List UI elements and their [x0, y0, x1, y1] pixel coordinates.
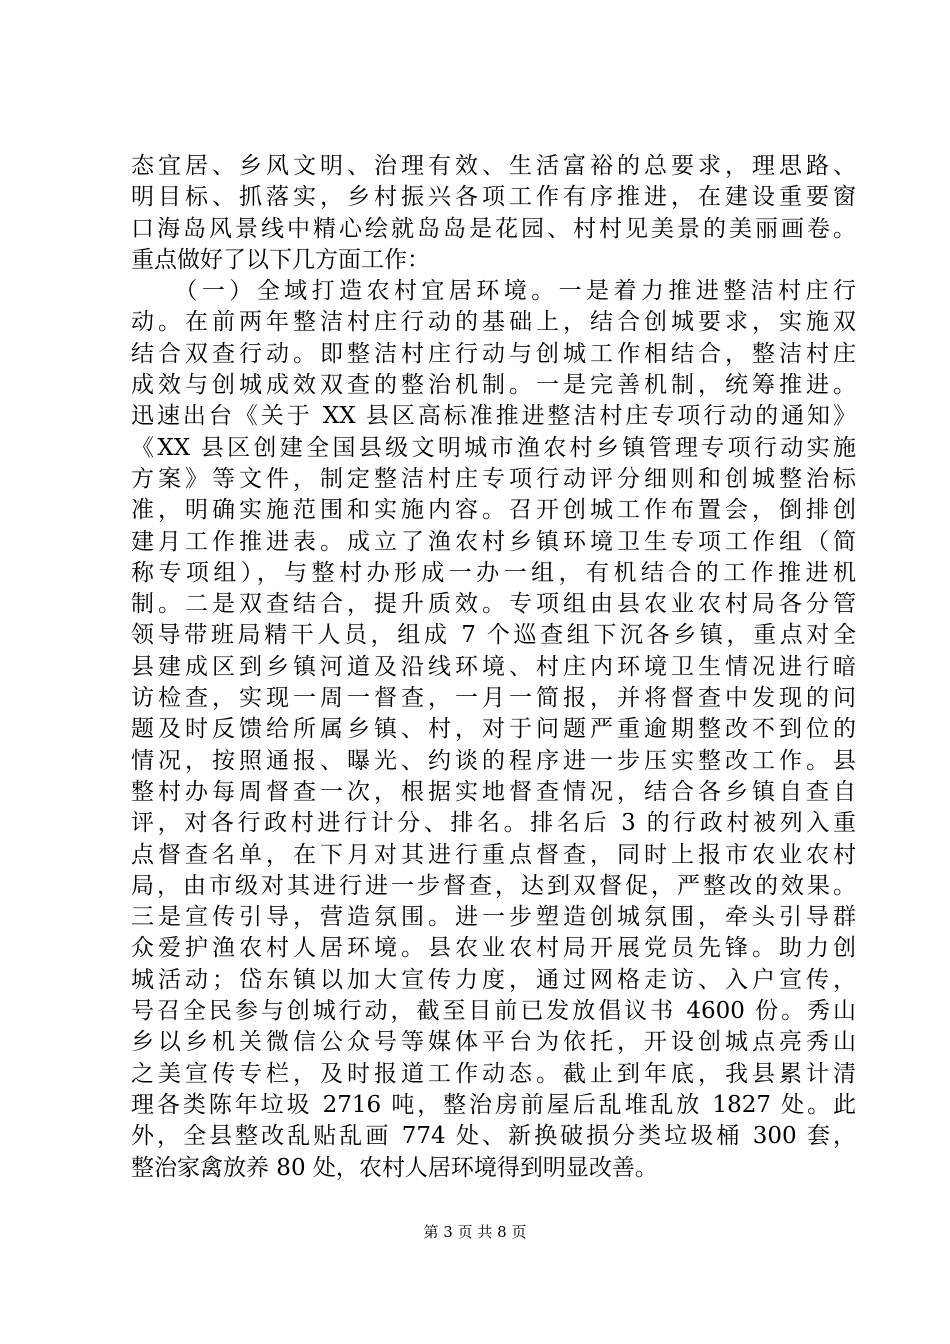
text-line: 明目标、抓落实，乡村振兴各项工作有序推进，在建设重要窗 [131, 184, 856, 211]
text-line: 制。二是双查结合，提升质效。专项组由县农业农村局各分管 [131, 591, 856, 618]
text-line: 评，对各行政村进行计分、排名。排名后 3 的行政村被列入重 [131, 810, 856, 837]
text-line: 理各类陈年垃圾 2716 吨，整治房前屋后乱堆乱放 1827 处。此 [131, 1091, 856, 1118]
text-line: 领导带班局精干人员，组成 7 个巡查组下沉各乡镇，重点对全 [131, 622, 856, 649]
text-line: 乡以乡机关微信公众号等媒体平台为依托，开设创城点亮秀山 [131, 1029, 856, 1056]
text-line: 局，由市级对其进行进一步督查，达到双督促，严整改的效果。 [131, 872, 856, 899]
text-line: 结合双查行动。即整洁村庄行动与创城工作相结合，整洁村庄 [131, 340, 856, 367]
text-line: 方案》等文件，制定整洁村庄专项行动评分细则和创城整治标 [131, 465, 856, 492]
text-line: 外，全县整改乱贴乱画 774 处、新换破损分类垃圾桶 300 套， [131, 1123, 856, 1150]
text-line: 整村办每周督查一次，根据实地督查情况，结合各乡镇自查自 [131, 778, 856, 805]
text-line: 准，明确实施范围和实施内容。召开创城工作布置会，倒排创 [131, 497, 856, 524]
text-line: 成效与创城成效双查的整治机制。一是完善机制，统筹推进。 [131, 372, 856, 399]
text-line: 建月工作推进表。成立了渔农村乡镇环境卫生专项工作组（简 [131, 528, 856, 555]
text-line: 县建成区到乡镇河道及沿线环境、村庄内环境卫生情况进行暗 [131, 653, 856, 680]
text-line: （一）全域打造农村宜居环境。一是着力推进整洁村庄行 [131, 278, 856, 305]
text-line: 《XX 县区创建全国县级文明城市渔农村乡镇管理专项行动实施 [131, 434, 856, 461]
text-line: 三是宣传引导，营造氛围。进一步塑造创城氛围，牵头引导群 [131, 904, 856, 931]
text-line: 城活动；岱东镇以加大宣传力度，通过网格走访、入户宣传， [131, 966, 856, 993]
text-line: 号召全民参与创城行动，截至目前已发放倡议书 4600 份。秀山 [131, 998, 856, 1025]
page-footer [0, 1222, 950, 1242]
text-line: 点督查名单，在下月对其进行重点督查，同时上报市农业农村 [131, 841, 856, 868]
text-line: 题及时反馈给所属乡镇、村，对于问题严重逾期整改不到位的 [131, 716, 856, 743]
text-line: 重点做好了以下几方面工作： [131, 246, 430, 273]
text-line: 迅速出台《关于 XX 县区高标准推进整洁村庄专项行动的通知》 [131, 403, 856, 430]
text-line: 动。在前两年整洁村庄行动的基础上，结合创城要求，实施双 [131, 309, 856, 336]
page-number: 第 3 页 共 8 页 [423, 1223, 527, 1241]
text-line: 情况，按照通报、曝光、约谈的程序进一步压实整改工作。县 [131, 747, 856, 774]
document-body [131, 151, 856, 1184]
text-line: 口海岛风景线中精心绘就岛岛是花园、村村见美景的美丽画卷。 [131, 215, 856, 242]
text-line: 态宜居、乡风文明、治理有效、生活富裕的总要求，理思路、 [131, 153, 856, 179]
text-line: 整治家禽放养 80 处，农村人居环境得到明显改善。 [131, 1154, 658, 1181]
text-line: 访检查，实现一周一督查，一月一简报，并将督查中发现的问 [131, 685, 856, 712]
text-line: 称专项组），与整村办形成一办一组，有机结合的工作推进机 [131, 559, 856, 586]
text-line: 众爱护渔农村人居环境。县农业农村局开展党员先锋。助力创 [131, 935, 856, 962]
text-line: 之美宣传专栏，及时报道工作动态。截止到年底，我县累计清 [131, 1060, 856, 1087]
